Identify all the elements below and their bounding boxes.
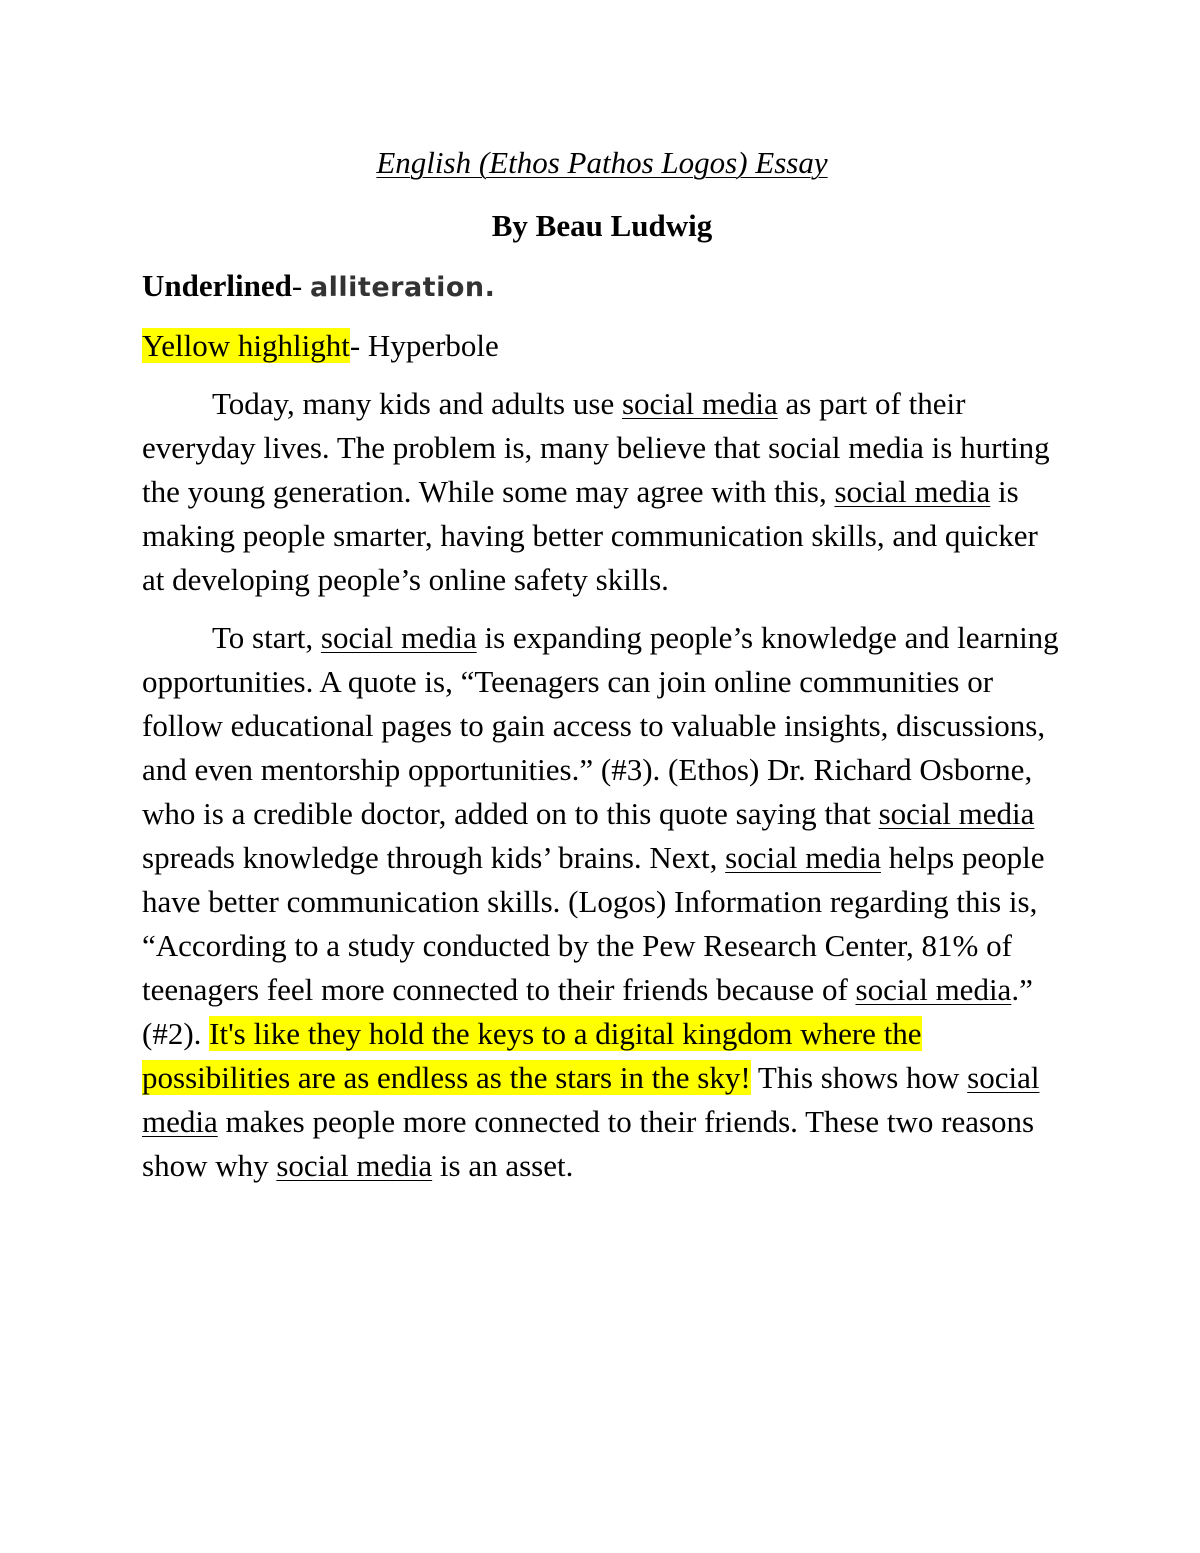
- text-run: Today, many kids and adults use: [212, 386, 622, 421]
- text-run: is expanding people’s knowledge and learning opportunities. A quote is, “Teenagers can join online communities or follow educational pages to gain access to valuable insights, discussions, and even mentorship opportunities.” (#3). (Ethos) Dr. Richard Osborne, who is a credible doctor, added on to this quote saying that: [142, 620, 1059, 831]
- underlined-phrase: social media: [320, 620, 477, 655]
- document-page: [142, 138, 1062, 1202]
- text-run: is an asset.: [432, 1148, 574, 1183]
- text-run: .” (#2).: [142, 972, 1033, 1051]
- legend-highlight: [142, 324, 1062, 368]
- text-run: makes people more connected to their friends. These two reasons show why: [142, 1104, 1035, 1183]
- legend-underline-desc: alliteration.: [309, 272, 496, 303]
- text-run: spreads knowledge through kids’ brains. Next,: [142, 840, 726, 875]
- underlined-phrase: social media: [276, 1148, 433, 1183]
- text-run: is making people smarter, having better communication skills, and quicker at developing people’s online safety skills.: [142, 474, 1038, 597]
- underlined-phrase: social media: [878, 796, 1035, 831]
- text-run: This shows how: [750, 1060, 968, 1095]
- underlined-phrase: social media: [621, 386, 778, 421]
- underlined-phrase: social media: [855, 972, 1012, 1007]
- text-run: To start,: [212, 620, 321, 655]
- legend-highlight-label: Yellow highlight: [142, 328, 350, 363]
- text-run: as part of their everyday lives. The problem is, many believe that social media is hurting the young generation. While some may agree with this,: [142, 386, 1050, 509]
- legend-underline: [142, 264, 1062, 310]
- legend-underline-sep: -: [291, 268, 310, 303]
- document-title: English (Ethos Pathos Logos) Essay: [376, 145, 828, 180]
- document-author: By Beau Ludwig: [491, 208, 713, 243]
- legend-underline-label: Underlined: [142, 268, 292, 303]
- paragraph-body: [142, 616, 1062, 1188]
- underlined-phrase: social media: [834, 474, 991, 509]
- paragraph-intro: [142, 382, 1062, 602]
- underlined-phrase: social media: [142, 1060, 1040, 1139]
- hyperbole-highlight: It's like they hold the keys to a digital kingdom where the possibilities are as endless as the stars in the sky!: [142, 1016, 922, 1095]
- text-run: helps people have better communication skills. (Logos) Information regarding this is, “According to a study conducted by the Pew Research Center, 81% of teenagers feel more connected to their friends because of: [142, 840, 1045, 1007]
- underlined-phrase: social media: [725, 840, 881, 875]
- legend-highlight-desc: - Hyperbole: [349, 328, 499, 363]
